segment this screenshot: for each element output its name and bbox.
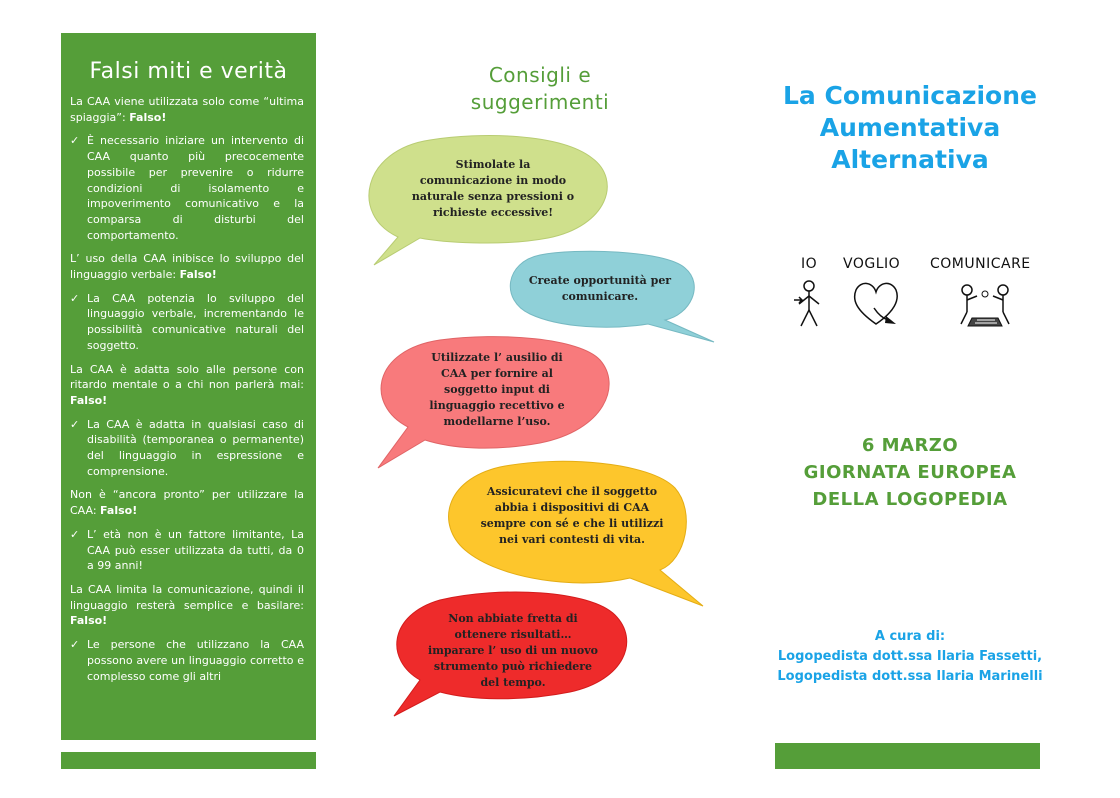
- check-icon: ✓: [70, 291, 80, 305]
- brochure-title: La Comunicazione Aumentativa Alternativa: [783, 81, 1037, 174]
- myth-5: La CAA limita la comunicazione, quindi il linguaggio resterà semplice e basilare: Falso!: [70, 582, 304, 628]
- truth-1: ✓ È necessario iniziare un intervento di CAA quanto più precocemente possibile per prevenire o ridurre condizioni di isolamento e impoverimento comunicativo e la comparsa di disturbi del comportamento.: [70, 134, 304, 242]
- credits-block: [760, 627, 1060, 687]
- truth-3: ✓ La CAA è adatta in qualsiasi caso di disabilità (temporanea o permanente) del linguaggio in espressione e comprensione.: [70, 417, 304, 478]
- event-name-line2: DELLA LOGOPEDIA: [812, 489, 1008, 510]
- credits-heading: A cura di:: [874, 629, 946, 644]
- truth-5: ✓ Le persone che utilizzano la CAA possono avere un linguaggio corretto e complesso come gli altri: [70, 638, 304, 683]
- heart-icon: [850, 278, 906, 330]
- myth-1: La CAA viene utilizzata solo come “ultima spiaggia”: Falso!: [70, 95, 304, 124]
- communicate-icon: [955, 282, 1015, 330]
- person-icon: [790, 278, 830, 330]
- myth-4: Non è “ancora pronto” per utilizzare la CAA: Falso!: [70, 488, 304, 518]
- tip-4-text: Assicuratevi che il soggetto abbia i dispositivi di CAA sempre con sé e che li utilizzi nei vari contesti di vita.: [480, 485, 664, 546]
- credits-author-1: Logopedista dott.ssa Ilaria Fassetti,: [777, 649, 1043, 664]
- event-date: 6 MARZO: [861, 435, 959, 456]
- myths-title: Falsi miti e verità: [89, 59, 288, 84]
- tips-title: Consigli e suggerimenti: [470, 63, 610, 114]
- tip-5-text: Non abbiate fretta di ottenere risultati… imparare l’ uso di un nuovo strumento può richiedere del tempo.: [428, 612, 598, 689]
- event-block: [760, 432, 1060, 513]
- check-icon: ✓: [70, 417, 80, 431]
- symbol-label-io: IO: [801, 256, 818, 272]
- event-name-line1: GIORNATA EUROPEA: [803, 462, 1017, 483]
- symbol-label-voglio: VOGLIO: [843, 256, 901, 272]
- tip-3-text: Utilizzate l’ ausilio di CAA per fornire al soggetto input di linguaggio recettivo e modellarne l’uso.: [429, 351, 565, 428]
- credits-author-2: Logopedista dott.ssa Ilaria Marinelli: [777, 669, 1043, 684]
- check-icon: ✓: [70, 527, 80, 541]
- check-icon: ✓: [70, 638, 80, 652]
- symbol-label-comunicare: COMUNICARE: [930, 256, 1031, 272]
- check-icon: ✓: [70, 134, 80, 148]
- myth-2: L’ uso della CAA inibisce lo sviluppo del linguaggio verbale: Falso!: [70, 252, 304, 282]
- truth-2: ✓ La CAA potenzia lo sviluppo del linguaggio verbale, incrementando le possibilità comunicative naturali del soggetto.: [70, 291, 304, 352]
- tip-2-text: Create opportunità per comunicare.: [528, 274, 672, 303]
- tip-1-text: Stimolate la comunicazione in modo naturale senza pressioni o richieste eccessive!: [411, 158, 575, 219]
- truth-4: ✓ L’ età non è un fattore limitante, La CAA può esser utilizzata da tutti, da 0 a 99 anni!: [70, 527, 304, 573]
- right-footer-bar: [775, 743, 1040, 769]
- myth-3: La CAA è adatta solo alle persone con ritardo mentale o a chi non parlerà mai: Falso!: [70, 362, 304, 407]
